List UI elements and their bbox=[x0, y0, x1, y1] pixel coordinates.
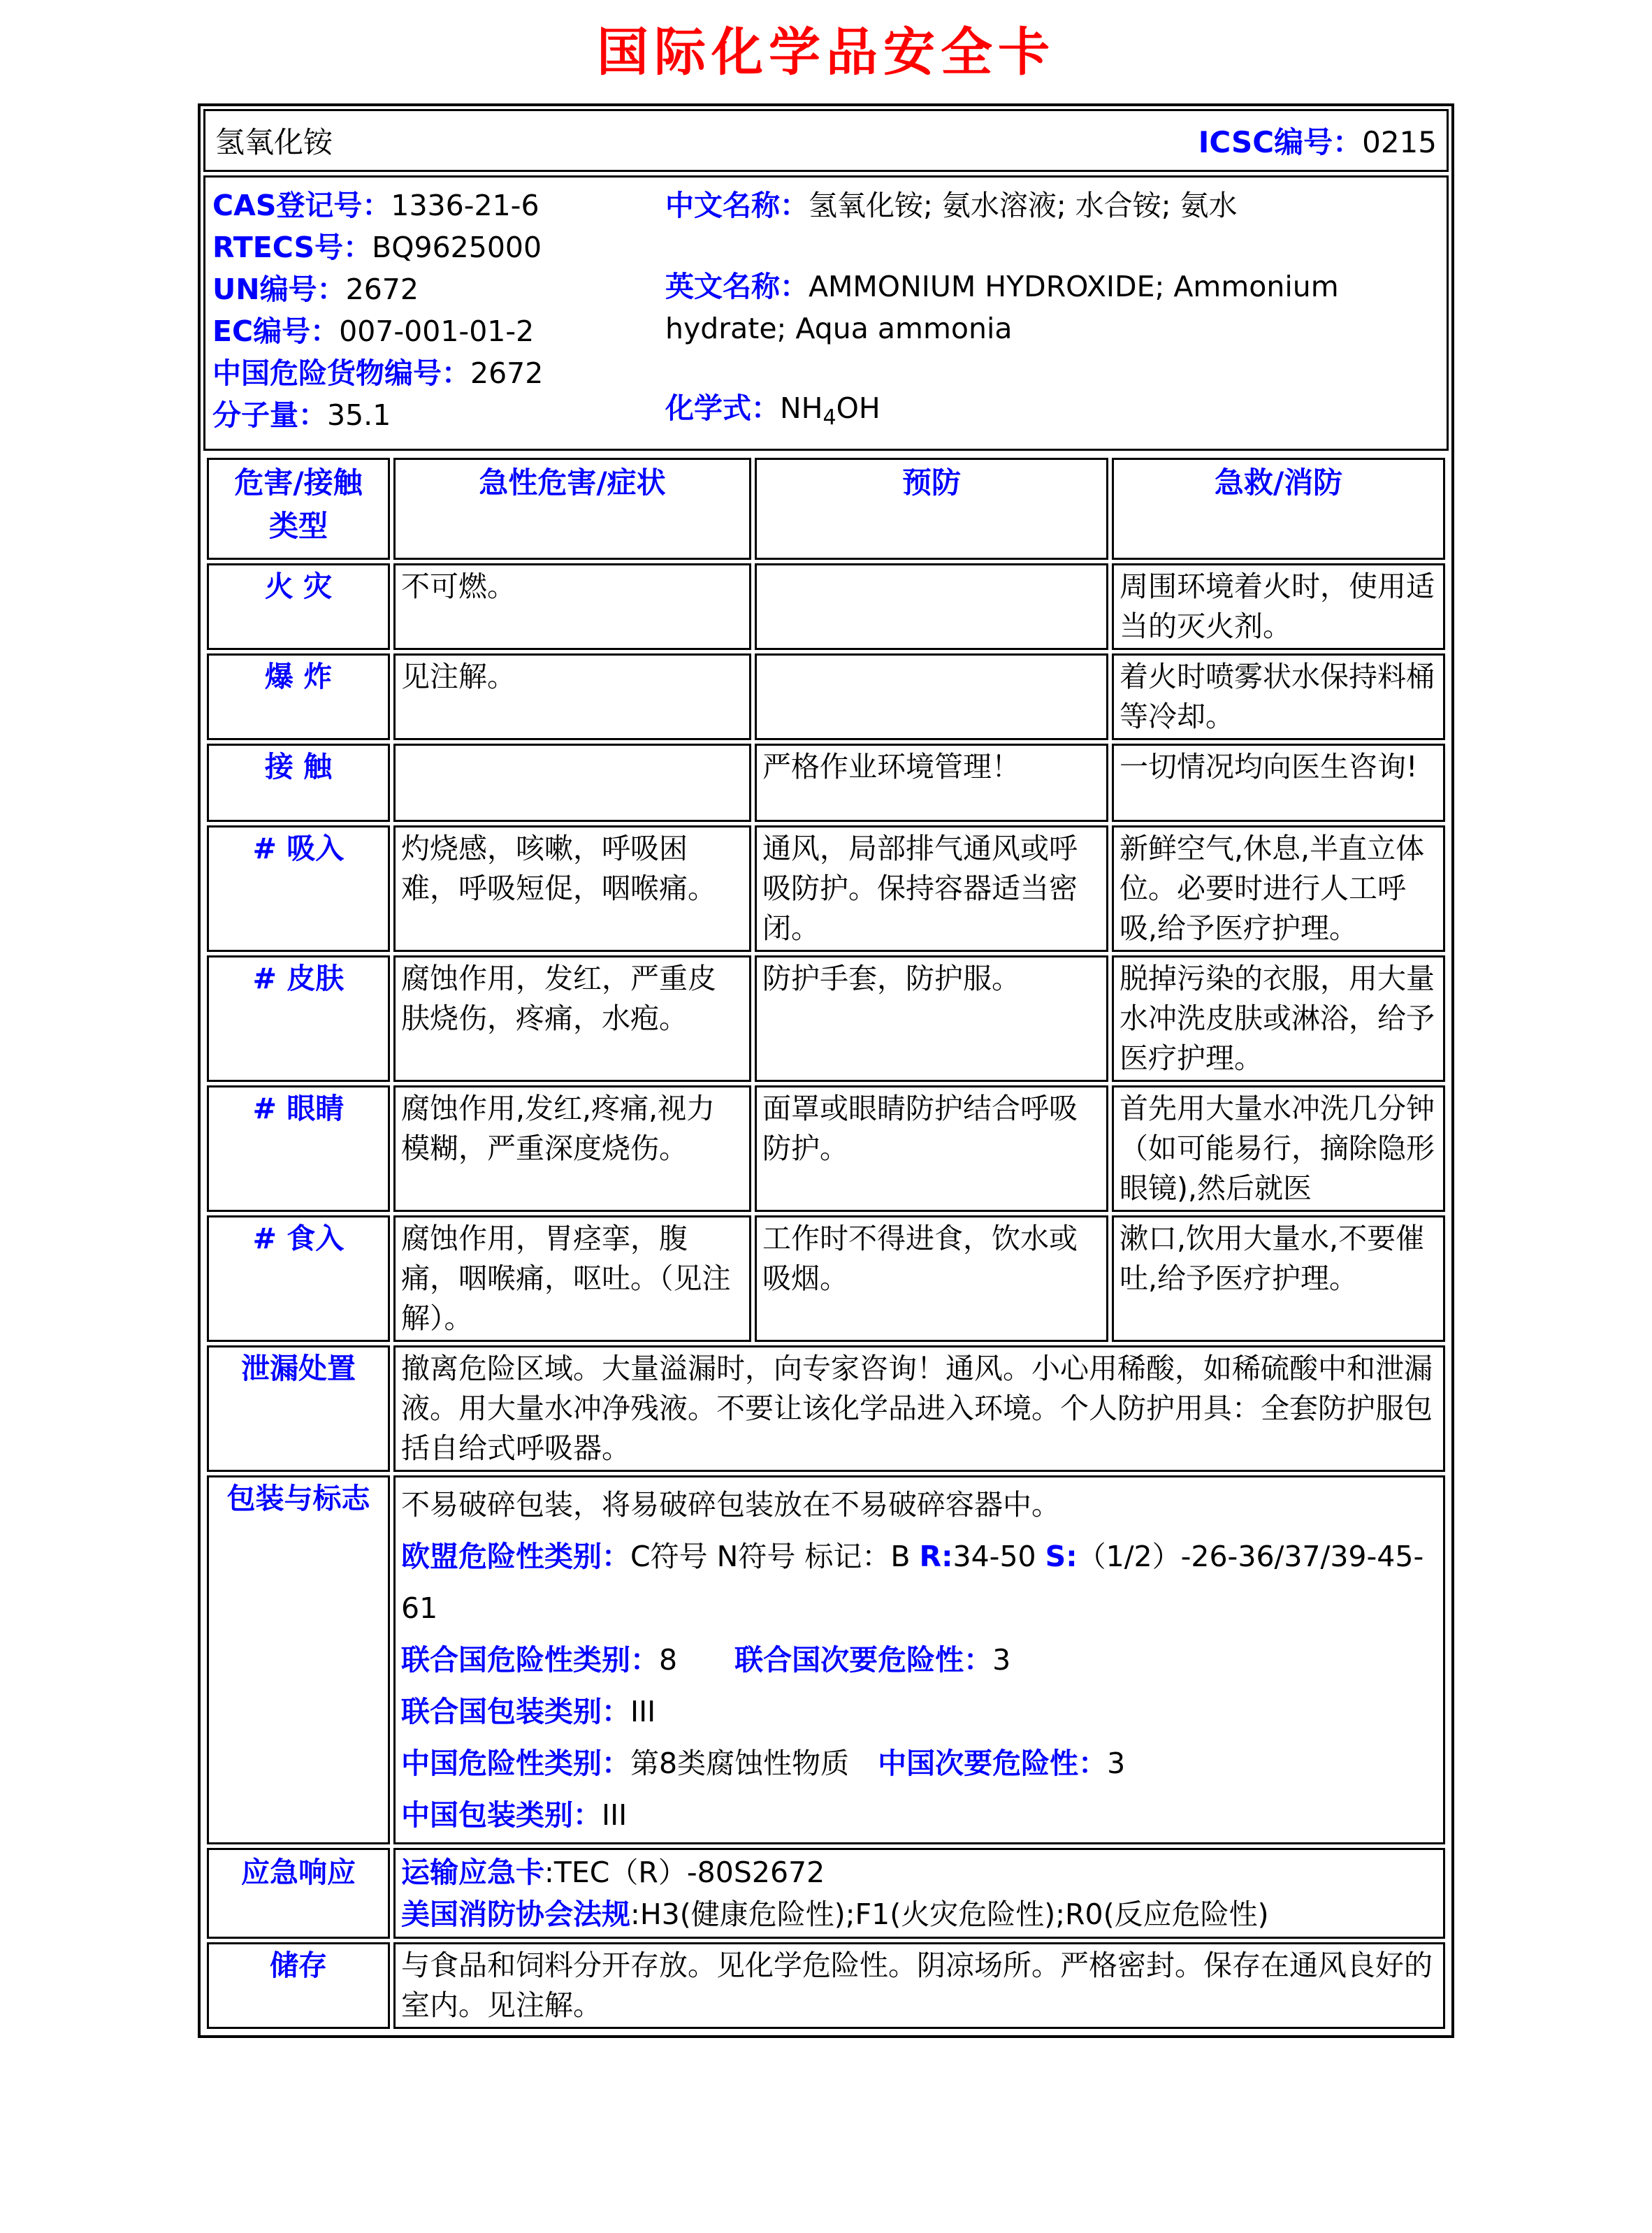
substance-header-bar bbox=[203, 109, 1449, 172]
china-dg-number bbox=[212, 352, 665, 394]
formula-subscript: 4 bbox=[823, 405, 836, 431]
exposure-hazards bbox=[393, 744, 751, 822]
ingestion-prevention: 工作时不得进食，饮水或吸烟。 bbox=[755, 1215, 1108, 1342]
row-label-eyes: # 眼睛 bbox=[207, 1085, 390, 1212]
skin-response: 脱掉污染的衣服，用大量水冲洗皮肤或淋浴，给予医疗护理。 bbox=[1112, 955, 1445, 1082]
english-names bbox=[665, 266, 1438, 349]
fire-response: 周围环境着火时，使用适当的灭火剂。 bbox=[1112, 563, 1445, 650]
emergency-line-nfpa: 美国消防协会法规:H3(健康危险性);F1(火灾危险性);R0(反应危险性) bbox=[401, 1898, 1269, 1932]
explosion-response: 着火时喷雾状水保持料桶等冷却。 bbox=[1112, 653, 1445, 740]
cas-value: 1336-21-6 bbox=[391, 189, 539, 222]
explosion-hazards: 见注解。 bbox=[393, 653, 751, 740]
row-label-skin: # 皮肤 bbox=[207, 955, 390, 1082]
fire-prevention bbox=[755, 563, 1108, 650]
packaging-line-china-classification: 中国危险性类别：第8类腐蚀性物质 中国次要危险性：3 bbox=[401, 1747, 1126, 1781]
skin-prevention: 防护手套，防护服。 bbox=[755, 955, 1108, 1082]
chemical-formula-value: $NH_4OH$ bbox=[780, 391, 881, 431]
fire-hazards: 不可燃。 bbox=[393, 563, 751, 650]
rtecs-label: RTECS号： bbox=[212, 231, 372, 264]
table-row-fire bbox=[207, 563, 1445, 650]
cas-number bbox=[212, 185, 665, 226]
table-row-storage bbox=[207, 1942, 1445, 2029]
table-row-ingestion bbox=[207, 1215, 1445, 1342]
un-value: 2672 bbox=[345, 273, 419, 306]
spill-disposal-text: 撤离危险区域。大量溢漏时，向专家咨询！通风。小心用稀酸，如稀硫酸中和泄漏液。用大量水冲净残液。不要让该化学品进入环境。个人防护用具：全套防护服包括自给式呼吸器。 bbox=[393, 1345, 1445, 1472]
packaging-line-un-classification: 联合国危险性类别：8 联合国次要危险性：3 bbox=[401, 1643, 1011, 1677]
row-label-inhalation: # 吸入 bbox=[207, 825, 390, 952]
header-hazard-type: 危害/接触类型 bbox=[207, 458, 390, 560]
chinese-names bbox=[665, 185, 1438, 226]
storage-text: 与食品和饲料分开存放。见化学危险性。阴凉场所。严格密封。保存在通风良好的室内。见注解。 bbox=[393, 1942, 1445, 2029]
cas-label: CAS登记号： bbox=[212, 189, 391, 222]
header-prevention: 预防 bbox=[755, 458, 1108, 560]
identification-left-column bbox=[212, 185, 665, 439]
ec-label: EC编号： bbox=[212, 315, 340, 348]
english-names-label: 英文名称： bbox=[665, 270, 809, 303]
chemical-formula-label: 化学式： bbox=[665, 391, 780, 425]
table-row-exposure bbox=[207, 744, 1445, 822]
molecular-weight-label: 分子量： bbox=[212, 398, 327, 432]
china-dg-value: 2672 bbox=[470, 356, 544, 390]
icsc-number-label: ICSC编号： bbox=[1198, 125, 1363, 159]
chemical-formula bbox=[665, 387, 1438, 439]
row-label-exposure: 接 触 bbox=[207, 744, 390, 822]
table-row-skin bbox=[207, 955, 1445, 1082]
row-label-spill-disposal: 泄漏处置 bbox=[207, 1345, 390, 1472]
row-label-fire: 火 灾 bbox=[207, 563, 390, 650]
rtecs-value: BQ9625000 bbox=[372, 231, 542, 264]
hazard-table-header-row bbox=[207, 458, 1445, 560]
page-title: 国际化学品安全卡 bbox=[597, 22, 1055, 82]
emergency-line-tec: 运输应急卡:TEC（R）-80S2672 bbox=[401, 1856, 825, 1890]
molecular-weight bbox=[212, 394, 665, 436]
inhalation-response: 新鲜空气,休息,半直立体位。必要时进行人工呼吸,给予医疗护理。 bbox=[1112, 825, 1445, 952]
row-label-packaging-labelling: 包装与标志 bbox=[207, 1475, 390, 1844]
ingestion-hazards: 腐蚀作用，胃痉挛，腹痛，咽喉痛，呕吐。（见注解）。 bbox=[393, 1215, 751, 1342]
emergency-response-text bbox=[393, 1848, 1445, 1939]
table-row-eyes bbox=[207, 1085, 1445, 1212]
inhalation-hazards: 灼烧感，咳嗽，呼吸困难，呼吸短促，咽喉痛。 bbox=[393, 825, 751, 952]
hazard-table bbox=[203, 454, 1449, 2032]
icsc-number bbox=[1198, 120, 1437, 161]
packaging-line-china-packing-group: 中国包装类别：III bbox=[401, 1798, 628, 1833]
icsc-number-value: 0215 bbox=[1362, 125, 1437, 159]
skin-hazards: 腐蚀作用，发红，严重皮肤烧伤，疼痛，水疱。 bbox=[393, 955, 751, 1082]
row-label-explosion: 爆 炸 bbox=[207, 653, 390, 740]
eyes-prevention: 面罩或眼睛防护结合呼吸防护。 bbox=[755, 1085, 1108, 1212]
eyes-hazards: 腐蚀作用,发红,疼痛,视力模糊，严重深度烧伤。 bbox=[393, 1085, 751, 1212]
row-label-ingestion: # 食入 bbox=[207, 1215, 390, 1342]
molecular-weight-value: 35.1 bbox=[327, 398, 391, 432]
table-row-emergency-response bbox=[207, 1848, 1445, 1939]
header-first-aid: 急救/消防 bbox=[1112, 458, 1445, 560]
chinese-names-value: 氢氧化铵; 氨水溶液; 水合铵; 氨水 bbox=[809, 189, 1238, 222]
eyes-response: 首先用大量水冲洗几分钟（如可能易行，摘除隐形眼镜),然后就医 bbox=[1112, 1085, 1445, 1212]
table-row-spill-disposal bbox=[207, 1345, 1445, 1472]
rtecs-number bbox=[212, 226, 665, 268]
header-acute-hazards: 急性危害/症状 bbox=[393, 458, 751, 560]
row-label-storage: 储存 bbox=[207, 1942, 390, 2029]
icsc-card bbox=[198, 103, 1454, 2038]
table-row-packaging-labelling bbox=[207, 1475, 1445, 1844]
substance-name: 氢氧化铵 bbox=[215, 125, 333, 159]
english-names-value: AMMONIUM HYDROXIDE; Ammonium hydrate; Aqua ammonia bbox=[665, 270, 1339, 345]
identification-section bbox=[203, 175, 1449, 451]
exposure-response: 一切情况均向医生咨询! bbox=[1112, 744, 1445, 822]
table-row-inhalation bbox=[207, 825, 1445, 952]
packaging-line-eu-classification: 欧盟危险性类别：C符号 N符号 标记：B R:34-50 S:（1/2）-26-36/37/39-45-61 bbox=[401, 1540, 1424, 1626]
chinese-names-label: 中文名称： bbox=[665, 189, 809, 222]
packaging-line-1: 不易破碎包装，将易破碎包装放在不易破碎容器中。 bbox=[401, 1488, 1060, 1522]
un-number bbox=[212, 268, 665, 310]
packaging-line-un-packing-group: 联合国包装类别：III bbox=[401, 1695, 656, 1729]
row-label-emergency-response: 应急响应 bbox=[207, 1848, 390, 1939]
inhalation-prevention: 通风，局部排气通风或呼吸防护。保持容器适当密闭。 bbox=[755, 825, 1108, 952]
ingestion-response: 漱口,饮用大量水,不要催吐,给予医疗护理。 bbox=[1112, 1215, 1445, 1342]
ec-value: 007-001-01-2 bbox=[339, 315, 535, 348]
identification-right-column bbox=[665, 185, 1438, 439]
table-row-explosion bbox=[207, 653, 1445, 740]
packaging-labelling-text bbox=[393, 1475, 1445, 1844]
china-dg-label: 中国危险货物编号： bbox=[212, 356, 470, 390]
exposure-prevention: 严格作业环境管理！ bbox=[755, 744, 1108, 822]
un-label: UN编号： bbox=[212, 273, 346, 306]
ec-number bbox=[212, 310, 665, 352]
explosion-prevention bbox=[755, 653, 1108, 740]
